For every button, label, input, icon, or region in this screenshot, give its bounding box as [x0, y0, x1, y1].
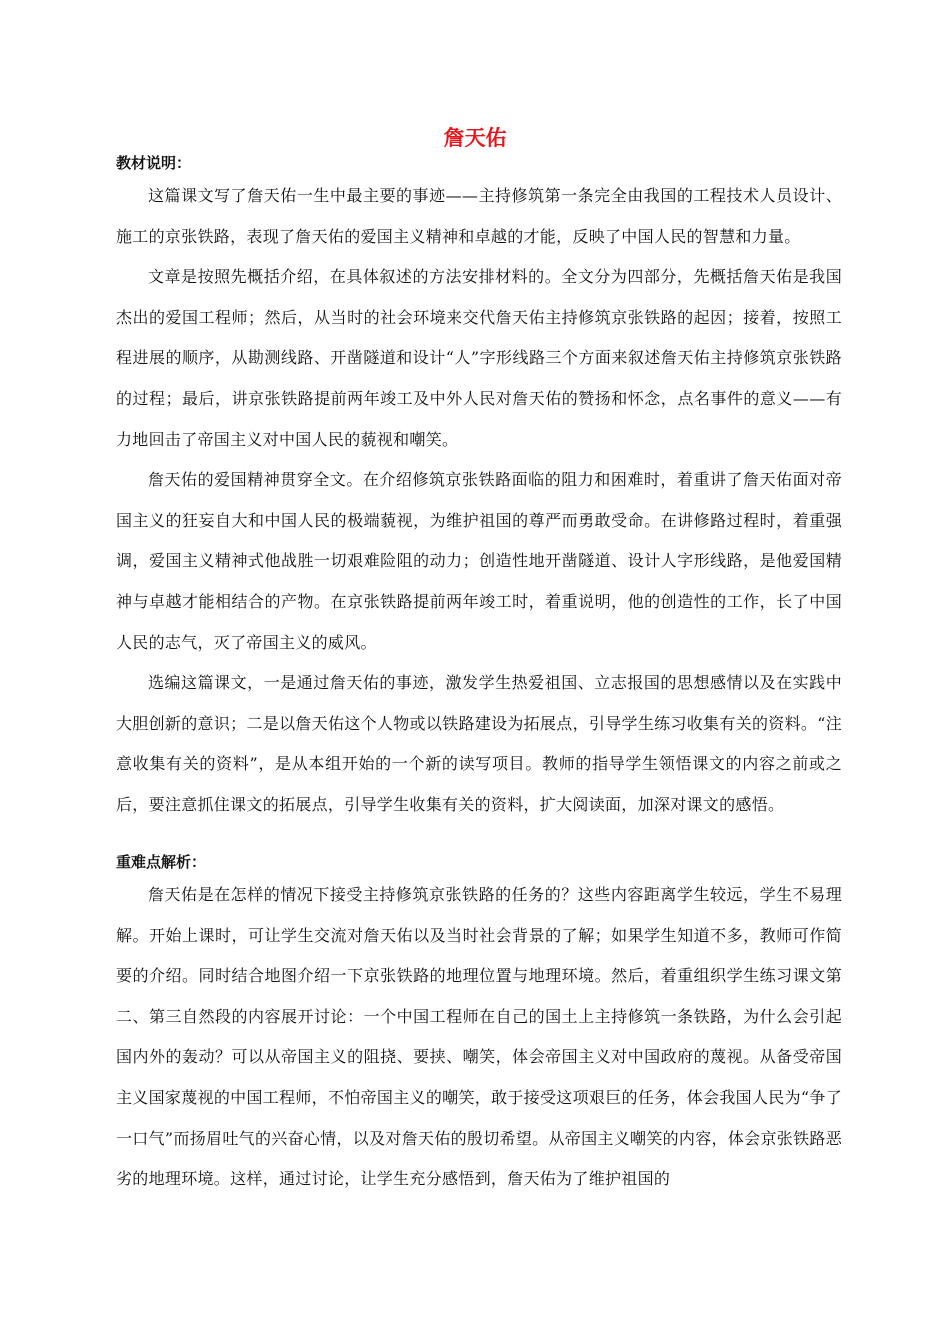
paragraph: 詹天佑是在怎样的情况下接受主持修筑京张铁路的任务的？这些内容距离学生较远，学生不易理解。开始上课时，可让学生交流对詹天佑以及当时社会背景的了解；如果学生知道不多，教师可作简要的介绍。同时结合地图介绍一下京张铁路的地理位置与地理环境。然后，着重组织学生练习课文第二、第三自然段的内容展开讨论：一个中国工程师在自己的国土上主持修筑一条铁路，为什么会引起国内外的轰动？可以从帝国主义的阻挠、要挟、嘲笑，体会帝国主义对中国政府的蔑视。从备受帝国主义国家蔑视的中国工程师，不怕帝国主义的嘲笑，敢于接受这项艰巨的任务，体会我国人民为“争了一口气”而扬眉吐气的兴奋心情，以及对詹天佑的殷切希望。从帝国主义嘲笑的内容，体会京张铁路恶劣的地理环境。这样，通过讨论，让学生充分感悟到，詹天佑为了维护祖国的 [116, 885, 842, 1189]
section-heading: 重难点解析： [116, 853, 207, 871]
section-heading: 教材说明： [116, 154, 192, 172]
section-teaching-material [116, 150, 842, 826]
section-key-points [116, 849, 842, 1200]
paragraph: 文章是按照先概括介绍，在具体叙述的方法安排材料的。全文分为四部分，先概括詹天佑是我国杰出的爱国工程师；然后，从当时的社会环境来交代詹天佑主持修筑京张铁路的起因；接着，按照工程进展的顺序，从勘测线路、开凿隧道和设计“人”字形线路三个方面来叙述詹天佑主持修筑京张铁路的过程；最后，讲京张铁路提前两年竣工及中外人民对詹天佑的赞扬和怀念，点名事件的意义——有力地回击了帝国主义对中国人民的藐视和嘲笑。 [116, 267, 842, 449]
document-title: 詹天佑 [443, 126, 507, 150]
paragraph: 选编这篇课文，一是通过詹天佑的事迹，激发学生热爱祖国、立志报国的思想感情以及在实践中大胆创新的意识；二是以詹天佑这个人物或以铁路建设为拓展点，引导学生练习收集有关的资料。“注意收集有关的资料”，是从本组开始的一个新的读写项目。教师的指导学生领悟课文的内容之前或之后，要注意抓住课文的拓展点，引导学生收集有关的资料，扩大阅读面，加深对课文的感悟。 [116, 673, 842, 814]
paragraph: 这篇课文写了詹天佑一生中最主要的事迹——主持修筑第一条完全由我国的工程技术人员设计、施工的京张铁路，表现了詹天佑的爱国主义精神和卓越的才能，反映了中国人民的智慧和力量。 [116, 186, 842, 246]
paragraph: 詹天佑的爱国精神贯穿全文。在介绍修筑京张铁路面临的阻力和困难时，着重讲了詹天佑面对帝国主义的狂妄自大和中国人民的极端藐视，为维护祖国的尊严而勇敢受命。在讲修路过程时，着重强调，爱国主义精神式他战胜一切艰难险阻的动力；创造性地开凿隧道、设计人字形线路，是他爱国精神与卓越才能相结合的产物。在京张铁路提前两年竣工时，着重说明，他的创造性的工作，长了中国人民的志气，灭了帝国主义的威风。 [116, 470, 842, 652]
